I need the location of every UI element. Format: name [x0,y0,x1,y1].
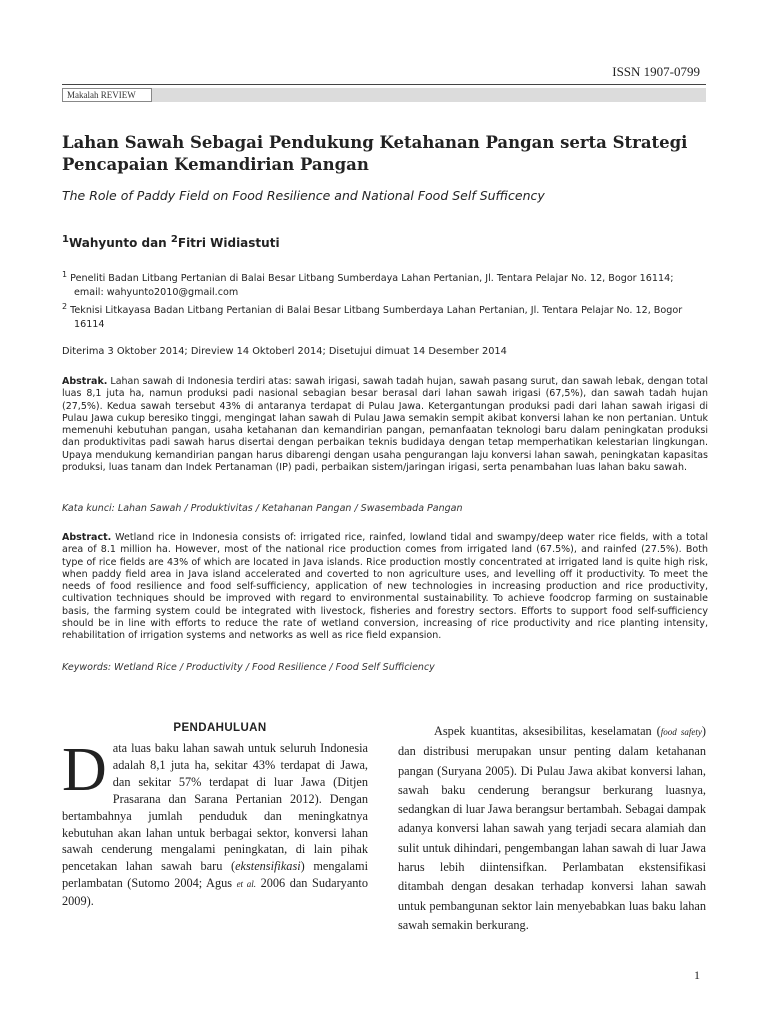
paper-title: Lahan Sawah Sebagai Pendukung Ketahanan Pangan serta Strategi Pencapaian Kemandirian Pangan [62,133,688,174]
page-number: 1 [694,968,700,982]
keywords: Keywords: Wetland Rice / Productivity / Food Resilience / Food Self Sufficiency [62,662,435,673]
section-label-bar [62,88,706,102]
author-1-name: Wahyunto dan [68,236,171,250]
affiliation-2-line-2: 16114 [74,319,105,331]
affiliation-1-line-1: Peneliti Badan Litbang Pertanian di Balai Besar Litbang Sumberdaya Lahan Pertanian, Jl. Tentara Pelajar No. 12, Bogor 16114; [70,273,674,285]
author-2-name: Fitri Widiastuti [177,236,280,250]
body-left-text-a: ata luas baku lahan sawah untuk seluruh Indonesia adalah 8,1 juta ha, sekitar 43% terdapat di Jawa, dan sekitar 57% terdapat di luar Jawa (Ditjen Prasarana dan Sarana Pertanian 2012). Dengan bertambahnya jumlah penduduk dan meningkatnya kebutuhan akan lahan untuk berbagai sektor, konversi lahan sawah cenderung mengalami peningkatan, di lain pihak pencetakan lahan sawah baru ( [62,741,368,874]
kata-kunci: Kata kunci: Lahan Sawah / Produktivitas / Ketahanan Pangan / Swasembada Pangan [62,503,463,514]
abstrak-label: Abstrak. [62,376,108,387]
paper-subtitle: The Role of Paddy Field on Food Resilience and National Food Self Sufficency [62,188,545,203]
section-label: Makalah REVIEW [62,88,152,102]
author-2-affiliation-mark: 2 [170,234,178,245]
body-right-text-a: Aspek kuantitas, aksesibilitas, keselamatan ( [434,724,661,738]
abstrak-paragraph [62,376,708,474]
abstract-label: Abstract. [62,532,112,543]
affiliation-2 [62,300,708,332]
affiliation-1-line-2: email: wahyunto2010@gmail.com [74,287,239,299]
header-rule [62,84,706,85]
abstrak-text: Lahan sawah di Indonesia terdiri atas: sawah irigasi, sawah tadah hujan, sawah pasang surut, dan sawah lebak, dengan total luas 8,1 juta ha, namun produksi padi nasional sebagian besar berasal dari lahan sawah irigasi (67,5%), dan sawah tadah hujan (27,5%). Kedua sawah tersebut 43% di antaranya terdapat di Pulau Jawa. Ketergantungan produksi padi dari lahan sawah irigasi di Pulau Jawa cukup beresiko tinggi, mengingat lahan sawah di Pulau Jawa semakin sempit akibat konversi lahan ke non pertanian. Untuk memenuhi kebutuhan pangan, usaha ketahanan dan kemandirian pangan, pemanfaatan teknologi baru dalam peningkatan produksi dan produktivitas padi sawah harus disertai dengan perbaikan teknis budidaya dengan tetap memperhatikan kelestarian lingkungan. Upaya mendukung kemandirian pangan harus dibarengi dengan usaha pengurangan laju konversi lahan sawah, peningkatan kapasitas produksi, luas tanam dan Indek Pertanaman (IP) padi, perbaikan sistem/jaringan irigasi, serta penambahan luas lahan baku sawah. [62,376,708,474]
body-right-text-b: ) dan distribusi merupakan unsur penting dalam ketahanan pangan (Suryana 2005). Di Pulau Jawa akibat konversi lahan, sawah baku cenderung berangsur berkurang luasnya, sedangkan di luar Jawa berangsur bertambah. Sebagai dampak adanya konversi lahan sawah yang terjadi secara alamiah dan sulit untuk dihindari, pengembangan lahan sawah di luar Jawa harus lebih diintensifkan. Perlambatan ekstensifikasi ditambah dengan desakan terhadap konversi lahan sawah untuk pembangunan sektor lain menyebabkan luas baku lahan sawah semakin berkurang. [398,724,706,932]
issn-number: ISSN 1907-0799 [612,64,700,79]
section-heading: PENDAHULUAN [173,722,267,734]
body-column-right [398,722,706,935]
abstract-text: Wetland rice in Indonesia consists of: irrigated rice, rainfed, lowland tidal and swampy/deep water rice fields, with a total area of 8.1 million ha. However, most of the national rice production comes from irrigated land (67.5%), and rainfed (27.5%). Both type of rice fields are 43% of which are located in Java islands. Rice production mostly concentrated at irrigated land is quite high risk, when paddy field area in Java island accelerated and coverted to non agriculture uses, and levelling off it productivity. To meet the needs of food resilience and food self-sufficiency, application of new technologies in increasing production and rice productivity, cultivation techniques should be improved with regard to environmental sustainability. To achieve foodcrop farming on sustainable basis, the farming system could be integrated with livestock, fisheries and forestry sectors. Efforts to support food self-sufficiency should be in line with efforts to reduce the rate of wetland conversion, increasing of rice productivity and rice planting intensity, rehabilitation of irrigation systems and networks as well as rice field expansion. [62,532,708,642]
body-left-text-c: 2006 dan Sudaryanto 2009). [62,876,368,909]
abstract-paragraph [62,532,708,643]
body-left-italic-a: ekstensifikasi [235,859,301,874]
body-column-left [62,736,368,910]
submission-dates: Diterima 3 Oktober 2014; Direview 14 Oktoberl 2014; Disetujui dimuat 14 Desember 2014 [62,346,507,357]
body-right-italic-a: food safety [660,727,702,737]
drop-cap: D [62,736,107,804]
affiliation-2-line-1: Teknisi Litkayasa Badan Litbang Pertanian di Balai Besar Litbang Sumberdaya Lahan Pertanian, Jl. Tentara Pelajar No. 12, Bogor [70,305,683,317]
author-list [62,234,280,250]
affiliation-1-mark: 1 [62,270,68,279]
author-1-affiliation-mark: 1 [62,234,69,245]
affiliation-2-mark: 2 [62,302,68,311]
affiliation-1 [62,268,708,300]
body-left-text-b: ) mengalami perlambatan (Sutomo 2004; Agus [62,859,368,891]
body-left-italic-b: et al. [236,879,257,890]
